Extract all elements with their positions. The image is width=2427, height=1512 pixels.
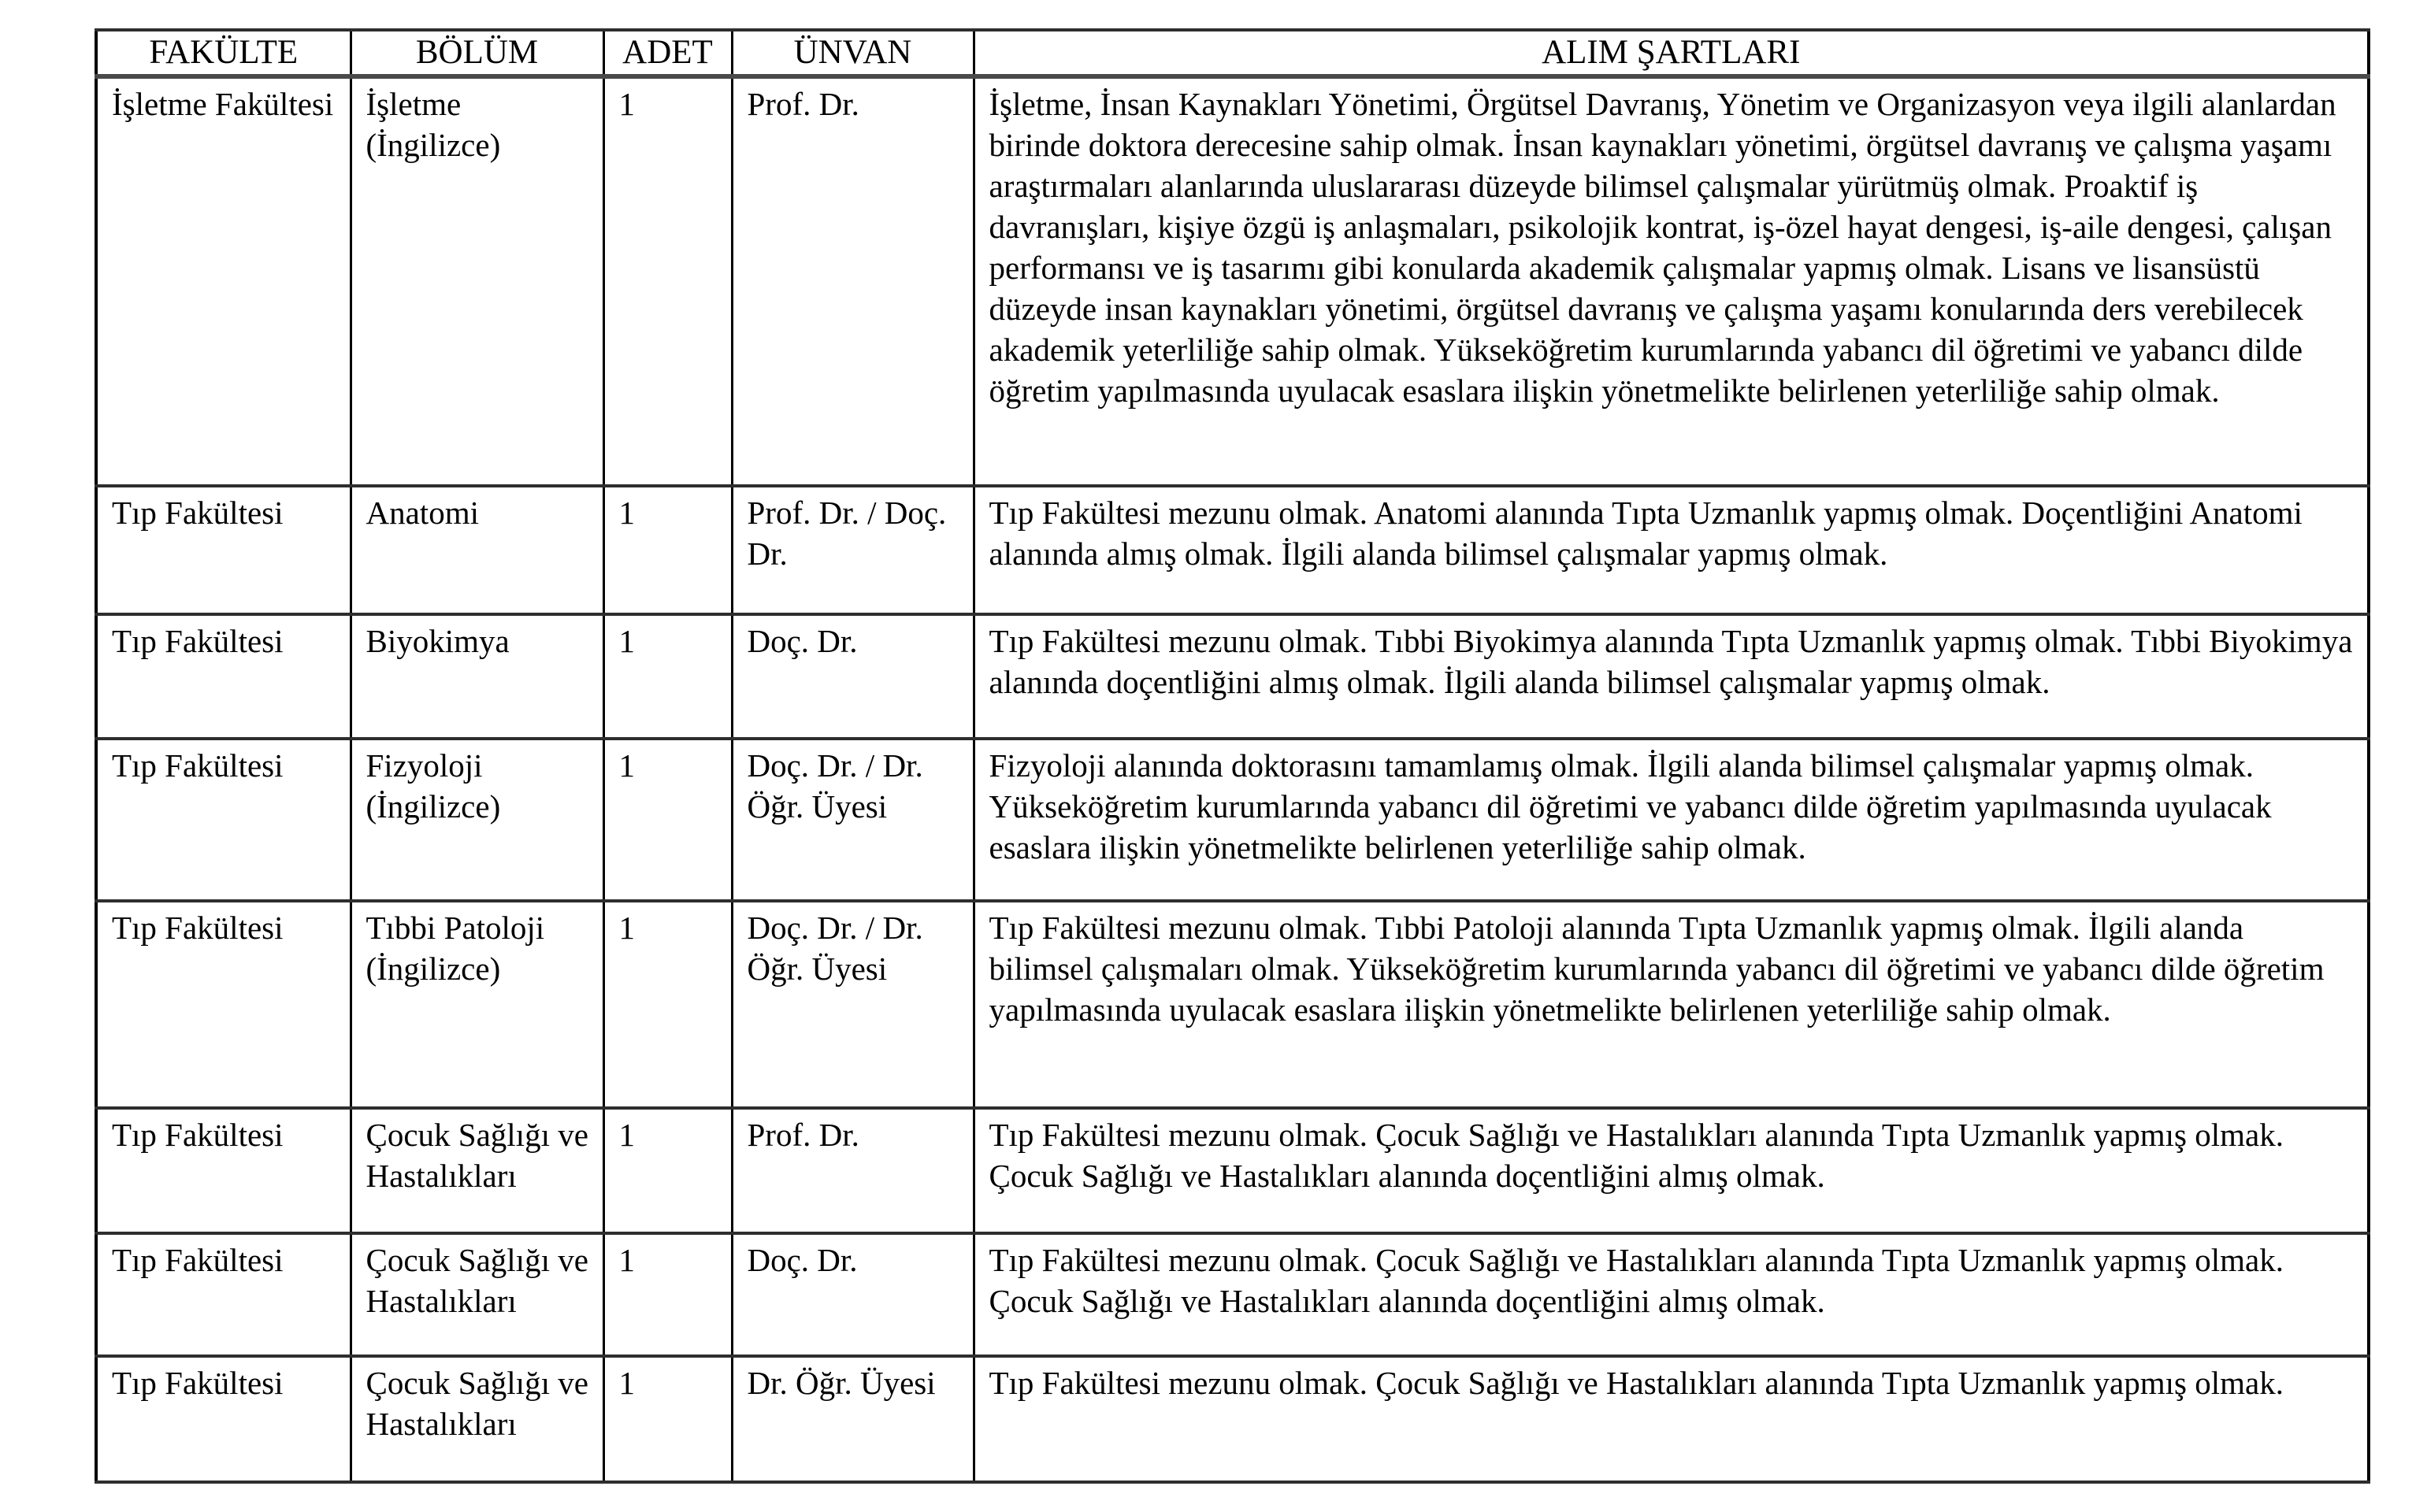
- cell-bolum: İşletme (İngilizce): [351, 76, 603, 486]
- cell-adet: 1: [603, 486, 732, 614]
- cell-unvan: Prof. Dr.: [732, 76, 974, 486]
- cell-unvan: Doç. Dr. / Dr. Öğr. Üyesi: [732, 739, 974, 901]
- cell-adet: 1: [603, 614, 732, 739]
- cell-adet: 1: [603, 901, 732, 1108]
- table-row: [96, 1233, 2369, 1356]
- cell-bolum: Çocuk Sağlığı ve Hastalıkları: [351, 1108, 603, 1233]
- header-adet: ADET: [603, 30, 732, 76]
- cell-alim-sartlari: Tıp Fakültesi mezunu olmak. Çocuk Sağlığı ve Hastalıkları alanında Tıpta Uzmanlık yapmış olmak. Çocuk Sağlığı ve Hastalıkları alanında doçentliğini almış olmak.: [974, 1233, 2369, 1356]
- cell-fakulte: Tıp Fakültesi: [96, 486, 351, 614]
- table-row: [96, 739, 2369, 901]
- header-fakulte: FAKÜLTE: [96, 30, 351, 76]
- cell-fakulte: Tıp Fakültesi: [96, 1233, 351, 1356]
- cell-alim-sartlari: Tıp Fakültesi mezunu olmak. Çocuk Sağlığı ve Hastalıkları alanında Tıpta Uzmanlık yapmış olmak. Çocuk Sağlığı ve Hastalıkları alanında doçentliğini almış olmak.: [974, 1108, 2369, 1233]
- header-unvan: ÜNVAN: [732, 30, 974, 76]
- cell-bolum: Tıbbi Patoloji (İngilizce): [351, 901, 603, 1108]
- cell-fakulte: Tıp Fakültesi: [96, 901, 351, 1108]
- cell-fakulte: Tıp Fakültesi: [96, 614, 351, 739]
- table-header-row: [96, 30, 2369, 76]
- cell-bolum: Çocuk Sağlığı ve Hastalıkları: [351, 1356, 603, 1482]
- cell-alim-sartlari: İşletme, İnsan Kaynakları Yönetimi, Örgütsel Davranış, Yönetim ve Organizasyon veya ilgili alanlardan birinde doktora derecesine sahip olmak. İnsan kaynakları yönetimi, örgütsel davranış ve çalışma yaşamı araştırmaları alanlarında uluslararası düzeyde bilimsel çalışmalar yürütmüş olmak. Proaktif iş davranışları, kişiye özgü iş anlaşmaları, psikolojik kontrat, iş-özel hayat dengesi, iş-aile dengesi, çalışan performansı ve iş tasarımı gibi konularda akademik çalışmalar yapmış olmak. Lisans ve lisansüstü düzeyde insan kaynakları yönetimi, örgütsel davranış ve çalışma yaşamı konularında ders verebilecek akademik yeterliliğe sahip olmak. Yükseköğretim kurumlarında yabancı dil öğretimi ve yabancı dilde öğretim yapılmasında uyulacak esaslara ilişkin yönetmelikte belirlenen yeterliliğe sahip olmak.: [974, 76, 2369, 486]
- cell-bolum: Çocuk Sağlığı ve Hastalıkları: [351, 1233, 603, 1356]
- cell-bolum: Biyokimya: [351, 614, 603, 739]
- cell-unvan: Doç. Dr. / Dr. Öğr. Üyesi: [732, 901, 974, 1108]
- table-row: [96, 614, 2369, 739]
- cell-fakulte: Tıp Fakültesi: [96, 1108, 351, 1233]
- cell-unvan: Prof. Dr.: [732, 1108, 974, 1233]
- table-row: [96, 1356, 2369, 1482]
- cell-alim-sartlari: Tıp Fakültesi mezunu olmak. Tıbbi Patoloji alanında Tıpta Uzmanlık yapmış olmak. İlgili alanda bilimsel çalışmaları olmak. Yükseköğretim kurumlarında yabancı dil öğretimi ve yabancı dilde öğretim yapılmasında uyulacak esaslara ilişkin yönetmelikte belirlenen yeterliliğe sahip olmak.: [974, 901, 2369, 1108]
- cell-fakulte: İşletme Fakültesi: [96, 76, 351, 486]
- table-row: [96, 486, 2369, 614]
- cell-fakulte: Tıp Fakültesi: [96, 739, 351, 901]
- cell-bolum: Fizyoloji (İngilizce): [351, 739, 603, 901]
- cell-unvan: Doç. Dr.: [732, 1233, 974, 1356]
- table-row: [96, 76, 2369, 486]
- cell-adet: 1: [603, 739, 732, 901]
- cell-bolum: Anatomi: [351, 486, 603, 614]
- cell-unvan: Prof. Dr. / Doç. Dr.: [732, 486, 974, 614]
- cell-alim-sartlari: Tıp Fakültesi mezunu olmak. Anatomi alanında Tıpta Uzmanlık yapmış olmak. Doçentliğini Anatomi alanında almış olmak. İlgili alanda bilimsel çalışmalar yapmış olmak.: [974, 486, 2369, 614]
- cell-alim-sartlari: Tıp Fakültesi mezunu olmak. Tıbbi Biyokimya alanında Tıpta Uzmanlık yapmış olmak. Tıbbi Biyokimya alanında doçentliğini almış olmak. İlgili alanda bilimsel çalışmalar yapmış olmak.: [974, 614, 2369, 739]
- cell-unvan: Dr. Öğr. Üyesi: [732, 1356, 974, 1482]
- table-row: [96, 1108, 2369, 1233]
- table-row: [96, 901, 2369, 1108]
- cell-fakulte: Tıp Fakültesi: [96, 1356, 351, 1482]
- job-posting-table: [95, 28, 2370, 1484]
- header-bolum: BÖLÜM: [351, 30, 603, 76]
- cell-alim-sartlari: Tıp Fakültesi mezunu olmak. Çocuk Sağlığı ve Hastalıkları alanında Tıpta Uzmanlık yapmış olmak.: [974, 1356, 2369, 1482]
- cell-adet: 1: [603, 76, 732, 486]
- cell-adet: 1: [603, 1108, 732, 1233]
- cell-adet: 1: [603, 1356, 732, 1482]
- cell-unvan: Doç. Dr.: [732, 614, 974, 739]
- header-alim-sartlari: ALIM ŞARTLARI: [974, 30, 2369, 76]
- cell-adet: 1: [603, 1233, 732, 1356]
- cell-alim-sartlari: Fizyoloji alanında doktorasını tamamlamış olmak. İlgili alanda bilimsel çalışmalar yapmış olmak. Yükseköğretim kurumlarında yabancı dil öğretimi ve yabancı dilde öğretim yapılmasında uyulacak esaslara ilişkin yönetmelikte belirlenen yeterliliğe sahip olmak.: [974, 739, 2369, 901]
